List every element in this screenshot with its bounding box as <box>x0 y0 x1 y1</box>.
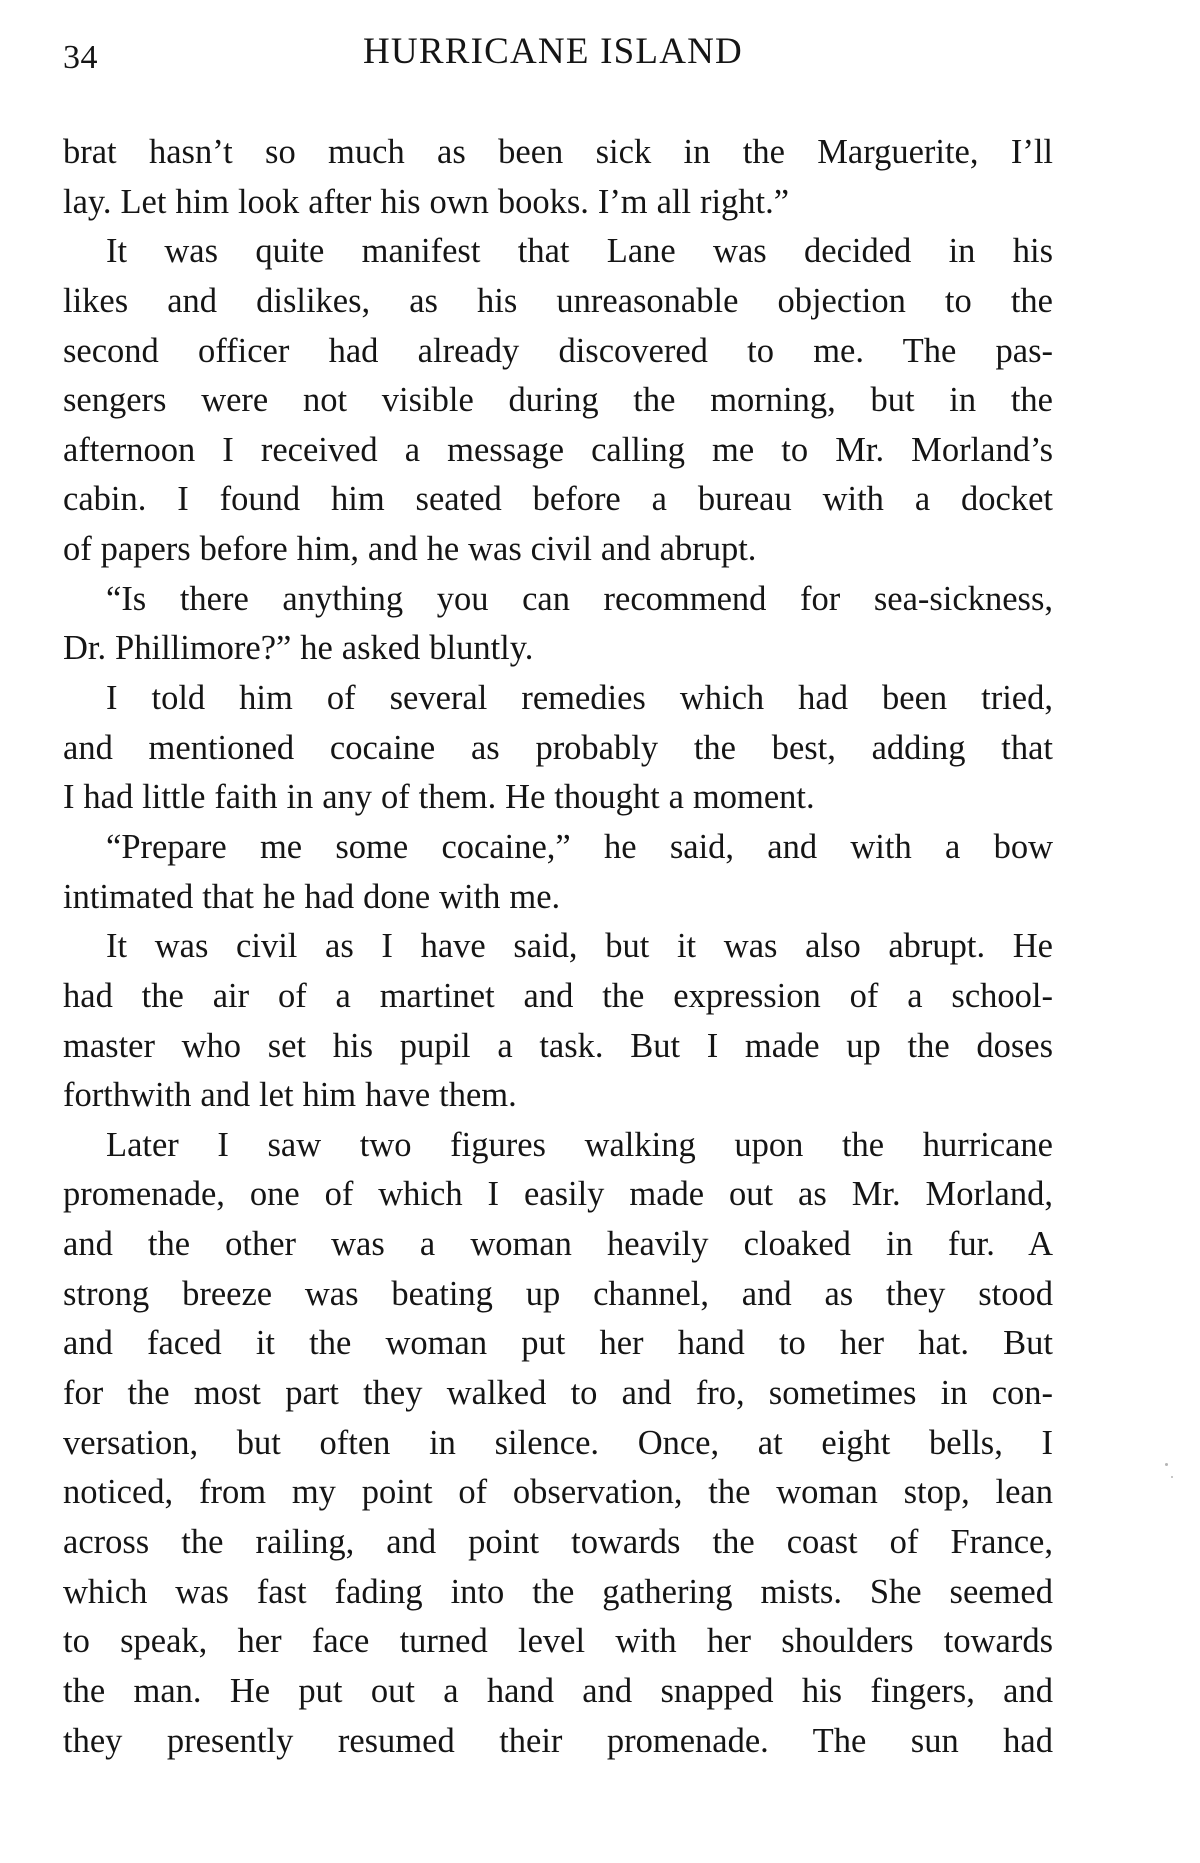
scan-speck <box>1165 1463 1168 1466</box>
text-line: they presently resumed their promenade. The sun had <box>63 1721 1053 1760</box>
text-line: and mentioned cocaine as probably the best, adding that <box>63 728 1053 767</box>
text-line: master who set his pupil a task. But I made up the doses <box>63 1026 1053 1065</box>
text-line: across the railing, and point towards the coast of France, <box>63 1522 1053 1561</box>
text-line: and faced it the woman put her hand to her hat. But <box>63 1324 1053 1363</box>
text-line: “Prepare me some cocaine,” he said, and with a bow <box>106 827 1053 866</box>
text-line: afternoon I received a message calling me to Mr. Morland’s <box>63 430 1053 469</box>
text-line: and the other was a woman heavily cloaked in fur. A <box>63 1225 1053 1264</box>
text-line: Later I saw two figures walking upon the hurricane <box>106 1125 1053 1164</box>
text-line: promenade, one of which I easily made out as Mr. Morland, <box>63 1175 1053 1214</box>
text-line: had the air of a martinet and the expression of a school- <box>63 976 1053 1015</box>
text-line: It was quite manifest that Lane was decided in his <box>106 232 1053 271</box>
text-line: strong breeze was beating up channel, and as they stood <box>63 1274 1053 1313</box>
text-line: sengers were not visible during the morning, but in the <box>63 381 1053 420</box>
text-line: to speak, her face turned level with her shoulders towards <box>63 1622 1053 1661</box>
text-line: Dr. Phillimore?” he asked bluntly. <box>63 629 534 668</box>
text-line: versation, but often in silence. Once, at eight bells, I <box>63 1423 1053 1462</box>
text-line: I had little faith in any of them. He thought a moment. <box>63 778 815 817</box>
text-line: I told him of several remedies which had been tried, <box>106 679 1053 718</box>
scan-speck <box>1171 1476 1173 1478</box>
page-number: 34 <box>63 39 98 76</box>
text-line: forthwith and let him have them. <box>63 1076 517 1115</box>
text-line: noticed, from my point of observation, the woman stop, lean <box>63 1473 1053 1512</box>
text-line: “Is there anything you can recommend for sea-sickness, <box>106 579 1053 618</box>
text-line: cabin. I found him seated before a bureau with a docket <box>63 480 1053 519</box>
text-line: brat hasn’t so much as been sick in the Marguerite, I’ll <box>63 133 1053 171</box>
text-line: intimated that he had done with me. <box>63 877 561 916</box>
text-line: which was fast fading into the gathering mists. She seemed <box>63 1572 1053 1611</box>
running-title: HURRICANE ISLAND <box>363 31 743 72</box>
text-line: likes and dislikes, as his unreasonable objection to the <box>63 281 1053 320</box>
text-line: the man. He put out a hand and snapped his fingers, and <box>63 1671 1053 1710</box>
text-line: It was civil as I have said, but it was also abrupt. He <box>106 927 1053 966</box>
text-line: for the most part they walked to and fro, sometimes in con- <box>63 1374 1053 1413</box>
text-line: of papers before him, and he was civil and abrupt. <box>63 530 757 569</box>
text-line: lay. Let him look after his own books. I’m all right.” <box>63 182 790 221</box>
running-header <box>63 28 1053 78</box>
body-text <box>63 128 1053 1766</box>
text-line: second officer had already discovered to me. The pas- <box>63 331 1053 370</box>
